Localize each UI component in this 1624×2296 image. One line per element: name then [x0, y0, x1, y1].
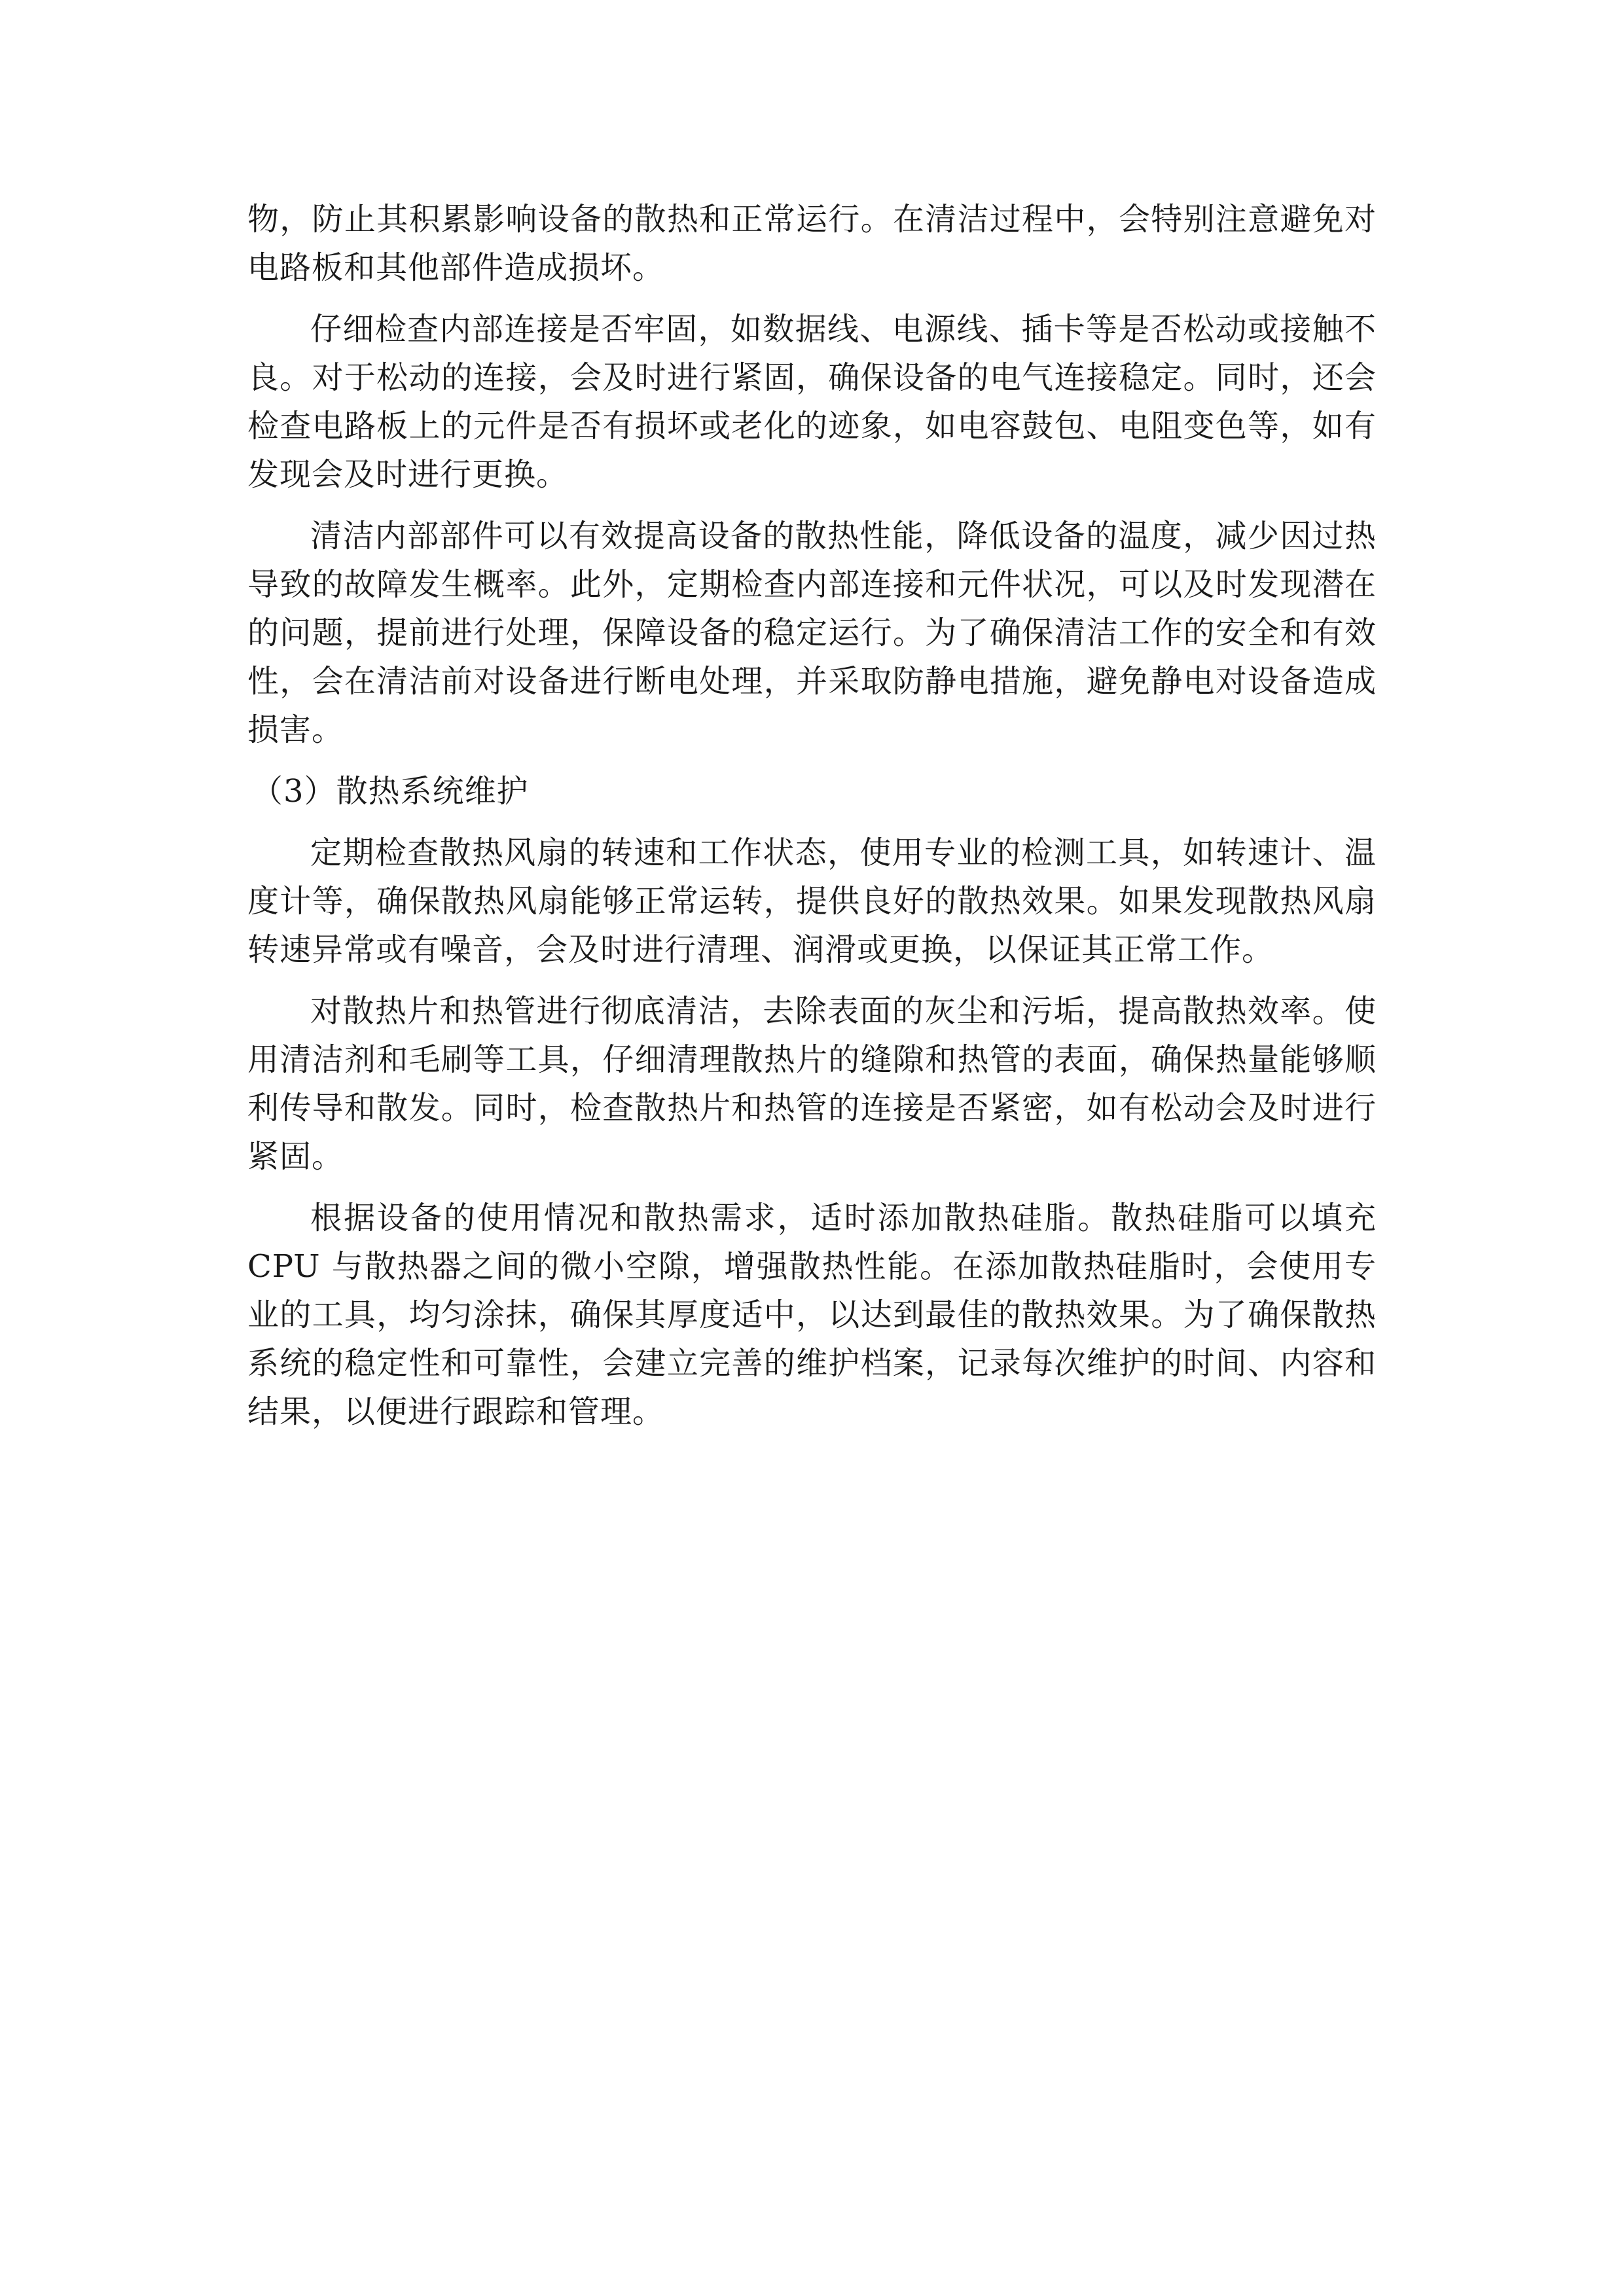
paragraph-cleaning-benefits: 清洁内部部件可以有效提高设备的散热性能，降低设备的温度，减少因过热导致的故障发生概率。此外，定期检查内部连接和元件状况，可以及时发现潜在的问题，提前进行处理，保障设备的稳定运行。为了确保清洁工作的安全和有效性，会在清洁前对设备进行断电处理，并采取防静电措施，避免静电对设备造成损害。 — [247, 518, 1377, 748]
paragraph-fan-check: 定期检查散热风扇的转速和工作状态，使用专业的检测工具，如转速计、温度计等，确保散热风扇能够正常运转，提供良好的散热效果。如果发现散热风扇转速异常或有噪音，会及时进行清理、润滑或更换，以保证其正常工作。 — [247, 834, 1377, 968]
paragraph-internal-connections: 仔细检查内部连接是否牢固，如数据线、电源线、插卡等是否松动或接触不良。对于松动的连接，会及时进行紧固，确保设备的电气连接稳定。同时，还会检查电路板上的元件是否有损坏或老化的迹象，如电容鼓包、电阻变色等，如有发现会及时进行更换。 — [247, 311, 1377, 493]
paragraph-heatsink-cleaning: 对散热片和热管进行彻底清洁，去除表面的灰尘和污垢，提高散热效率。使用清洁剂和毛刷等工具，仔细清理散热片的缝隙和热管的表面，确保热量能够顺利传导和散发。同时，检查散热片和热管的连接是否紧密，如有松动会及时进行紧固。 — [247, 993, 1377, 1175]
document-body — [247, 195, 1377, 1449]
paragraph-continuation: 物，防止其积累影响设备的散热和正常运行。在清洁过程中，会特别注意避免对电路板和其他部件造成损坏。 — [247, 201, 1377, 286]
section-heading-cooling-maintenance: （3）散热系统维护 — [251, 773, 529, 810]
paragraph-thermal-paste: 根据设备的使用情况和散热需求，适时添加散热硅脂。散热硅脂可以填充CPU 与散热器之间的微小空隙，增强散热性能。在添加散热硅脂时，会使用专业的工具，均匀涂抹，确保其厚度适中，以达到最佳的散热效果。为了确保散热系统的稳定性和可靠性，会建立完善的维护档案，记录每次维护的时间、内容和结果，以便进行跟踪和管理。 — [247, 1200, 1377, 1430]
